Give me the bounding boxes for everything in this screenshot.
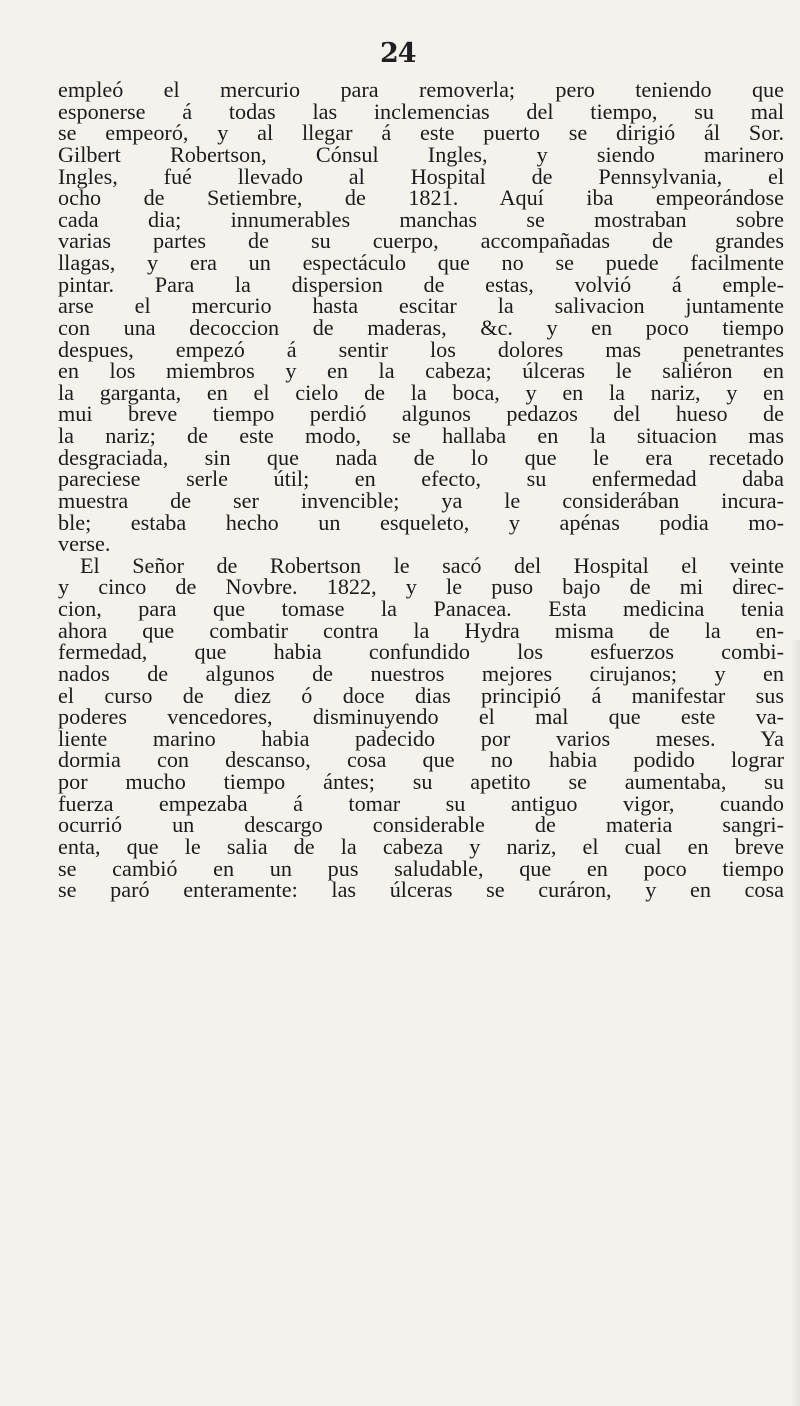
text-line: el curso de diez ó doce dias principió á manifestar sus bbox=[58, 682, 784, 708]
text-line: liente marino habia padecido por varios meses. Ya bbox=[58, 725, 784, 751]
text-line: ocho de Setiembre, de 1821. Aquí iba empeorándose bbox=[58, 185, 784, 211]
text-line: dormia con descanso, cosa que no habia podido lograr bbox=[58, 747, 784, 773]
text-line: se empeoró, y al llegar á este puerto se dirigió ál Sor. bbox=[58, 120, 784, 146]
text-line: ocurrió un descargo considerable de materia sangri- bbox=[58, 812, 784, 838]
text-line: Gilbert Robertson, Cónsul Ingles, y siendo marinero bbox=[58, 141, 784, 167]
text-line: varias partes de su cuerpo, accompañadas de grandes bbox=[58, 228, 784, 254]
text-line: cion, para que tomase la Panacea. Esta medicina tenia bbox=[58, 596, 784, 621]
text-line: se paró enteramente: las úlceras se curáron, y en cosa bbox=[58, 877, 784, 903]
text-line: ble; estaba hecho un esqueleto, y apénas podia mo- bbox=[58, 509, 784, 535]
text-line: verse. bbox=[58, 531, 111, 557]
text-line: poderes vencedores, disminuyendo el mal que este va- bbox=[58, 704, 784, 730]
text-line: la garganta, en el cielo de la boca, y en la nariz, y en bbox=[58, 379, 784, 405]
text-line: desgraciada, sin que nada de lo que le era recetado bbox=[58, 444, 784, 470]
text-line: en los miembros y en la cabeza; úlceras le saliéron en bbox=[58, 358, 784, 384]
text-line: y cinco de Novbre. 1822, y le puso bajo de mi direc- bbox=[58, 574, 784, 600]
text-line: despues, empezó á sentir los dolores mas penetrantes bbox=[58, 336, 784, 362]
text-line: por mucho tiempo ántes; su apetito se aumentaba, su bbox=[58, 769, 784, 794]
text-line: fuerza empezaba á tomar su antiguo vigor, cuando bbox=[58, 790, 784, 816]
page-number: 24 bbox=[380, 38, 416, 69]
body-text bbox=[58, 79, 784, 901]
text-line: nados de algunos de nuestros mejores cirujanos; y en bbox=[58, 660, 784, 686]
text-line: muestra de ser invencible; ya le considerában incura- bbox=[58, 487, 784, 513]
text-line: pintar. Para la dispersion de estas, volvió á emple- bbox=[58, 271, 784, 297]
page-edge-shadow bbox=[790, 640, 800, 1406]
text-line: Ingles, fué llevado al Hospital de Pennsylvania, el bbox=[58, 163, 784, 189]
text-line: se cambió en un pus saludable, que en poco tiempo bbox=[58, 855, 784, 881]
text-line: ahora que combatir contra la Hydra misma de la en- bbox=[58, 617, 784, 643]
text-line: llagas, y era un espectáculo que no se puede facilmente bbox=[58, 250, 784, 275]
text-line: con una decoccion de maderas, &c. y en poco tiempo bbox=[58, 314, 784, 340]
text-line: mui breve tiempo perdió algunos pedazos del hueso de bbox=[58, 401, 784, 427]
text-line: cada dia; innumerables manchas se mostraban sobre bbox=[58, 206, 784, 232]
text-line: arse el mercurio hasta escitar la salivacion juntamente bbox=[58, 293, 784, 319]
text-line: esponerse á todas las inclemencias del tiempo, su mal bbox=[58, 98, 784, 124]
paragraph-2 bbox=[58, 552, 784, 903]
text-line: El Señor de Robertson le sacó del Hospital el veinte bbox=[80, 552, 784, 578]
text-line: pareciese serle útil; en efecto, su enfermedad daba bbox=[58, 466, 784, 492]
text-line: empleó el mercurio para removerla; pero teniendo que bbox=[58, 77, 784, 102]
paragraph-1 bbox=[58, 79, 784, 555]
text-line: enta, que le salia de la cabeza y nariz, el cual en breve bbox=[58, 833, 784, 859]
text-line: la nariz; de este modo, se hallaba en la situacion mas bbox=[58, 423, 784, 448]
text-line: fermedad, que habia confundido los esfuerzos combi- bbox=[58, 639, 784, 665]
